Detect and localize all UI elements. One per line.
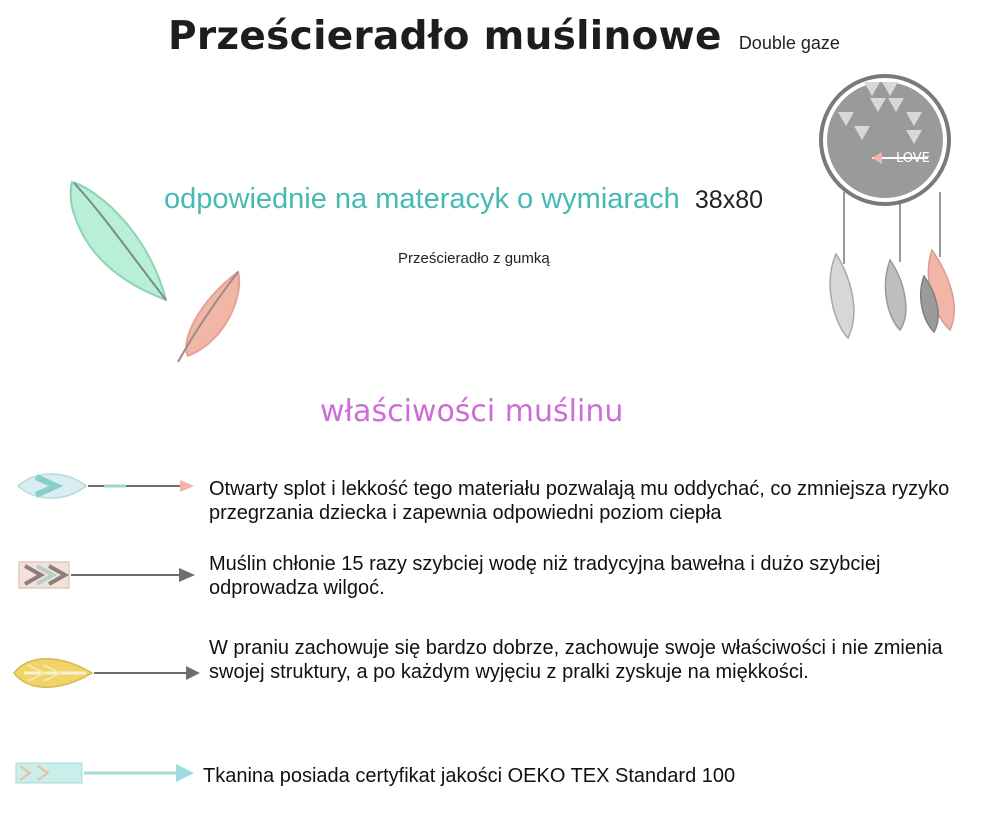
property-text-2: Muślin chłonie 15 razy szybciej wodę niż tradycyjna bawełna i dużo szybciej odprowadza wilgoć. [209, 553, 881, 599]
feather-peach-icon [170, 268, 250, 368]
fitted-sheet-label: Prześcieradło z gumką [398, 250, 550, 267]
arrow-feather-peach-icon [15, 556, 199, 594]
dreamcatcher-text: LOVE [896, 151, 930, 166]
dreamcatcher-icon [812, 52, 982, 352]
property-text-3: W praniu zachowuje się bardzo dobrze, zachowuje swoje właściwości i nie zmienia swojej struktury, a po każdym wyjęciu z pralki zyskuje na miękkości. [209, 637, 943, 683]
mattress-size-line [164, 183, 763, 216]
page-title [168, 14, 840, 74]
mattress-size-value: 38x80 [694, 186, 764, 214]
arrow-feather-teal-icon [12, 466, 197, 508]
property-text-4: Tkanina posiada certyfikat jakości OEKO TEX Standard 100 [203, 765, 736, 787]
property-text-1: Otwarty splot i lekkość tego materiału pozwalają mu oddychać, co zmniejsza ryzyko przegrzania dziecka i zapewnia odpowiedni poziom ciepła [209, 478, 950, 524]
arrow-feather-mint-icon [12, 758, 196, 788]
title-main: Prześcieradło muślinowe [168, 14, 722, 59]
mattress-size-text: odpowiednie na materacyk o wymiarach [164, 183, 680, 215]
feather-mint-icon [66, 172, 176, 307]
arrow-feather-yellow-icon [10, 651, 202, 695]
title-subtitle: Double gaze [738, 33, 840, 53]
properties-title: właściwości muślinu [320, 394, 624, 429]
